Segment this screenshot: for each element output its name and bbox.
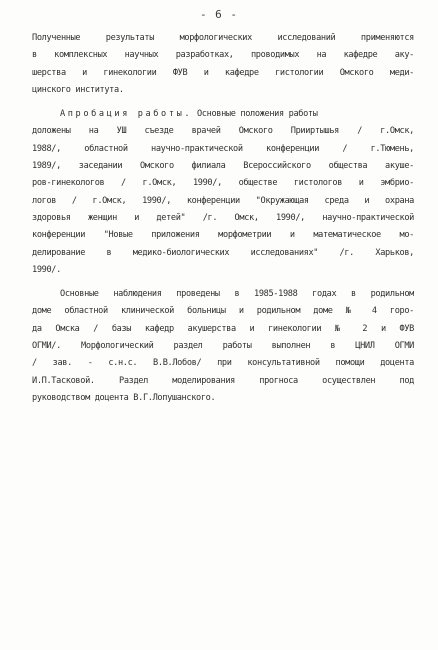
text-line-rest: Основные положения работы [192,109,318,120]
text-line: делирование в медико-биологических исследованиях" /г. Харьков, [32,247,414,258]
text-line: ОГМИ/. Морфологический раздел работы выполнен в ЦНИЛ ОГМИ [32,341,414,352]
text-line: цинского института. [32,84,124,95]
text-line: / зав. - с.н.с. В.В.Лобов/ при консультативной помощи доцента [32,358,414,369]
document-body [32,30,414,407]
text-line: И.П.Тасковой. Раздел моделирования прогноса осуществлен под [32,375,414,386]
text-line: 1988/, областной научно-практической конференции / г.Тюмень, [32,143,414,154]
text-line: руководством доцента В.Г.Лопушанского. [32,392,216,403]
page-number: - 6 - [199,8,239,21]
text-line: Основные наблюдения проведены в 1985-1988 годах в родильном [60,289,414,300]
paragraph-observations [32,286,414,407]
text-line: 1989/, заседании Омского филиала Всероссийского общества акуше- [32,161,414,172]
text-line: да Омска / базы кафедр акушерства и гинекологии № 2 и ФУВ [32,323,414,334]
text-line: конференции "Новые приложения морфометрии и математическое мо- [32,230,414,241]
text-line: логов / г.Омск, 1990/, конференции "Окружающая среда и охрана [32,195,414,206]
text-line: Полученные результаты морфологических исследований применяются [32,33,414,43]
text-line: шерства и гинекологии ФУВ и кафедре гистологии Омского меди- [32,67,414,78]
text-line: доме областной клинической больницы и родильном доме № 4 горо- [32,306,414,317]
paragraph-results-application [32,30,414,99]
paragraph-gap [32,99,414,106]
approbation-heading: Апробация работы. [60,109,193,120]
text-line: 1990/. [32,264,61,275]
text-line: доложены на УШ съезде врачей Омского Прииртышья / г.Омск, [32,126,414,137]
paragraph-approbation [32,106,414,279]
text-line: здоровья женщин и детей" /г. Омск, 1990/, научно-практической [32,212,414,223]
text-line: в комплексных научных разработках, проводимых на кафедре аку- [32,50,414,61]
paragraph-gap [32,279,414,286]
text-line [32,106,414,123]
text-line: ров-гинекологов / г.Омск, 1990/, обществе гистологов и эмбрио- [32,178,414,189]
